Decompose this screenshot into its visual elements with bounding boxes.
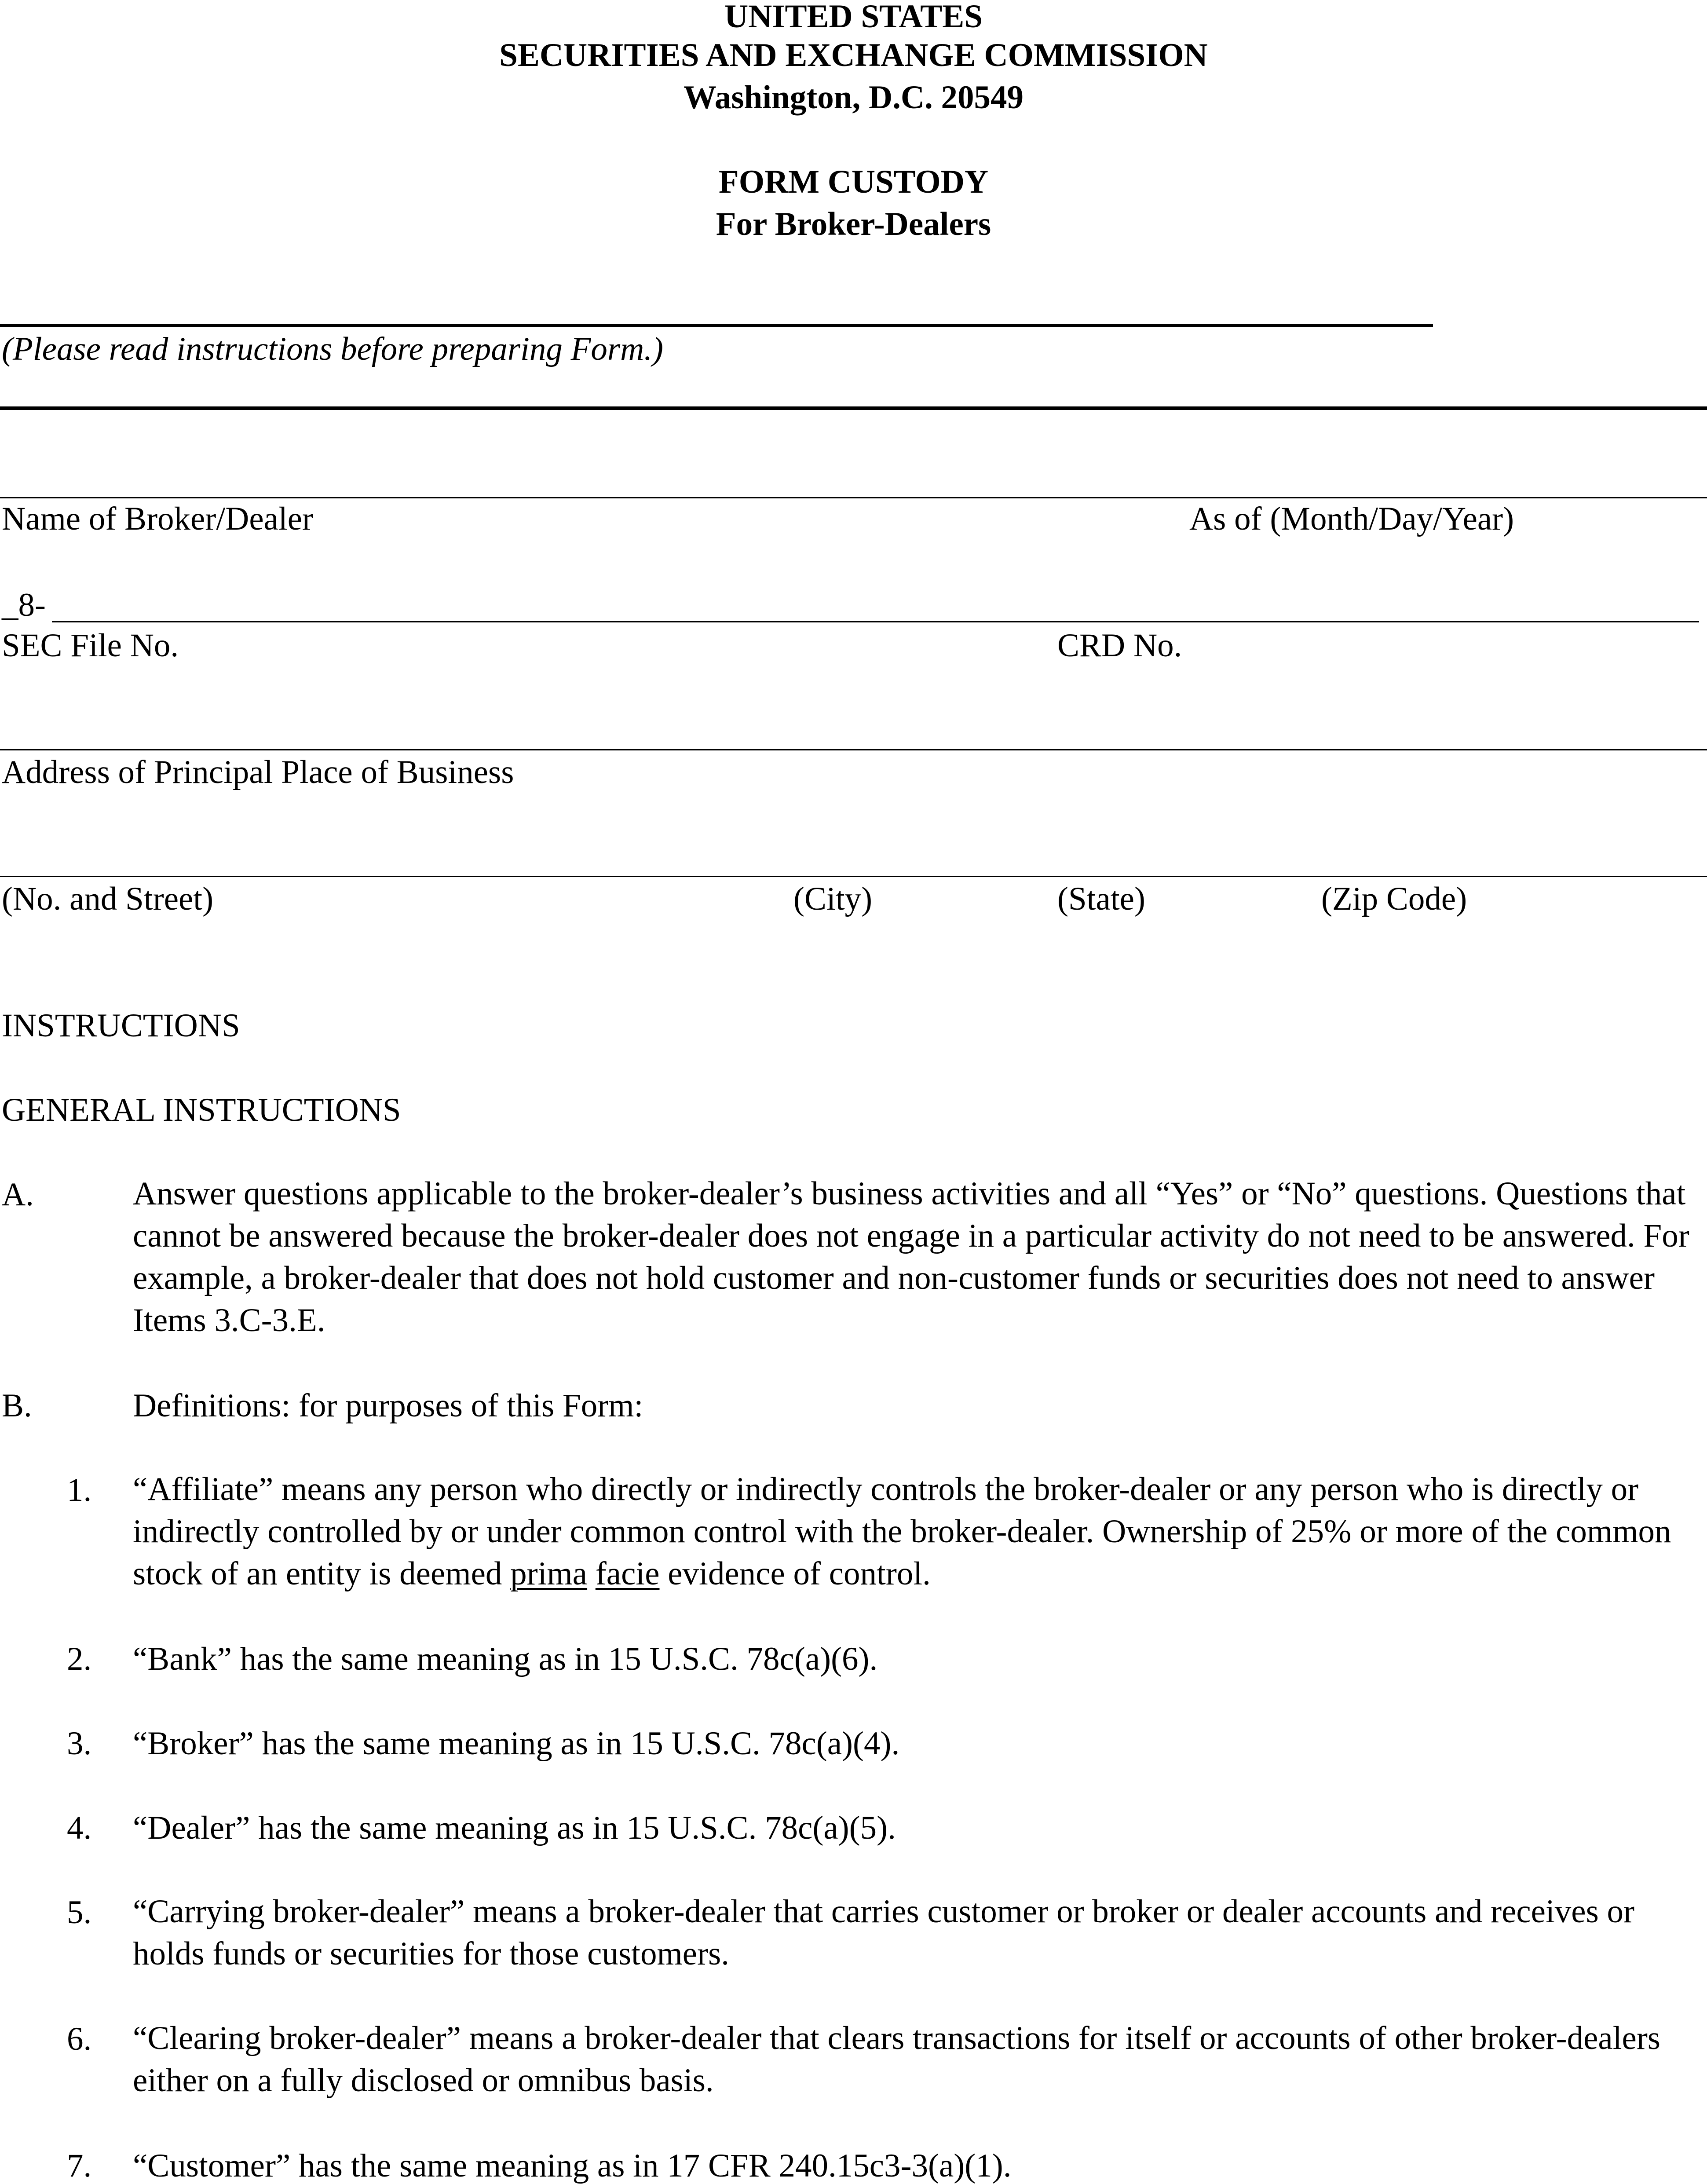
- item-a-text: Answer questions applicable to the broker-dealer’s business activities and all “Yes” or “No” questions. Questions that cannot be answered because the broker-dealer does not engage in a particular activity do not need to be answered. For example, a broker-dealer that does not hold customer and non-customer funds or securities does not need to answer Items 3.C-3.E.: [133, 1175, 1689, 1339]
- definition-customer: “Customer” has the same meaning as in 17 CFR 240.15c3-3(a)(1).: [133, 2147, 1012, 2184]
- header-commission: SECURITIES AND EXCHANGE COMMISSION: [499, 37, 1208, 73]
- definition-number: 5.: [67, 1894, 92, 1931]
- header-location: Washington, D.C. 20549: [683, 79, 1024, 116]
- definition-number: 7.: [67, 2147, 92, 2184]
- facie-emphasis: facie: [595, 1555, 660, 1592]
- definition-number: 3.: [67, 1725, 92, 1762]
- definition-number: 6.: [67, 2021, 92, 2057]
- definition-text-end: evidence of control.: [659, 1555, 931, 1592]
- broker-name-line[interactable]: [0, 497, 1707, 498]
- address-label: Address of Principal Place of Business: [2, 754, 514, 790]
- broker-name-label: Name of Broker/Dealer: [2, 501, 313, 537]
- definition-broker: “Broker” has the same meaning as in 15 U.S.C. 78c(a)(4).: [133, 1725, 900, 1762]
- street-line[interactable]: [0, 876, 1707, 877]
- item-a-marker: A.: [2, 1176, 34, 1213]
- crd-label: CRD No.: [1057, 627, 1182, 664]
- street-label: (No. and Street): [2, 881, 214, 917]
- general-instructions-heading: GENERAL INSTRUCTIONS: [2, 1092, 401, 1128]
- notice-bottom-rule: [0, 406, 1707, 410]
- definition-clearing-broker-dealer: “Clearing broker-dealer” means a broker-dealer that clears transactions for itself or accounts of other broker-dealers either on a fully disclosed or omnibus basis.: [133, 2020, 1660, 2099]
- sec-file-prefix: _8-: [2, 587, 46, 623]
- instructions-heading: INSTRUCTIONS: [2, 1007, 240, 1044]
- city-label: (City): [793, 881, 873, 917]
- definition-dealer: “Dealer” has the same meaning as in 15 U.S.C. 78c(a)(5).: [133, 1810, 896, 1846]
- definition-number: 2.: [67, 1641, 92, 1677]
- notice-text: (Please read instructions before preparing Form.): [2, 331, 663, 367]
- address-line[interactable]: [0, 749, 1707, 750]
- as-of-label: As of (Month/Day/Year): [1189, 501, 1514, 537]
- definition-affiliate: [133, 1468, 1707, 1595]
- state-label: (State): [1057, 881, 1145, 917]
- definition-carrying-broker-dealer: “Carrying broker-dealer” means a broker-dealer that carries customer or broker or dealer accounts and receives or holds funds or securities for those customers.: [133, 1893, 1635, 1972]
- definition-bank: “Bank” has the same meaning as in 15 U.S.C. 78c(a)(6).: [133, 1641, 878, 1677]
- form-subtitle: For Broker-Dealers: [716, 206, 991, 242]
- item-b-text: Definitions: for purposes of this Form:: [133, 1387, 643, 1424]
- form-title: FORM CUSTODY: [718, 164, 989, 200]
- sec-file-label: SEC File No.: [2, 627, 179, 664]
- zip-label: (Zip Code): [1321, 881, 1467, 917]
- prima-emphasis: prima: [510, 1555, 588, 1592]
- definition-number: 4.: [67, 1810, 92, 1846]
- item-b-marker: B.: [2, 1387, 32, 1424]
- sec-file-line[interactable]: [52, 621, 1699, 622]
- header-agency: UNITED STATES: [724, 0, 983, 35]
- definition-number: 1.: [67, 1472, 92, 1508]
- notice-top-rule: [0, 324, 1433, 327]
- definition-text: “Affiliate” means any person who directly or indirectly controls the broker-dealer or any person who is directly or indirectly controlled by or under common control with the broker-dealer. Ownership of 25% or more of the common stock of an entity is deemed: [133, 1471, 1671, 1592]
